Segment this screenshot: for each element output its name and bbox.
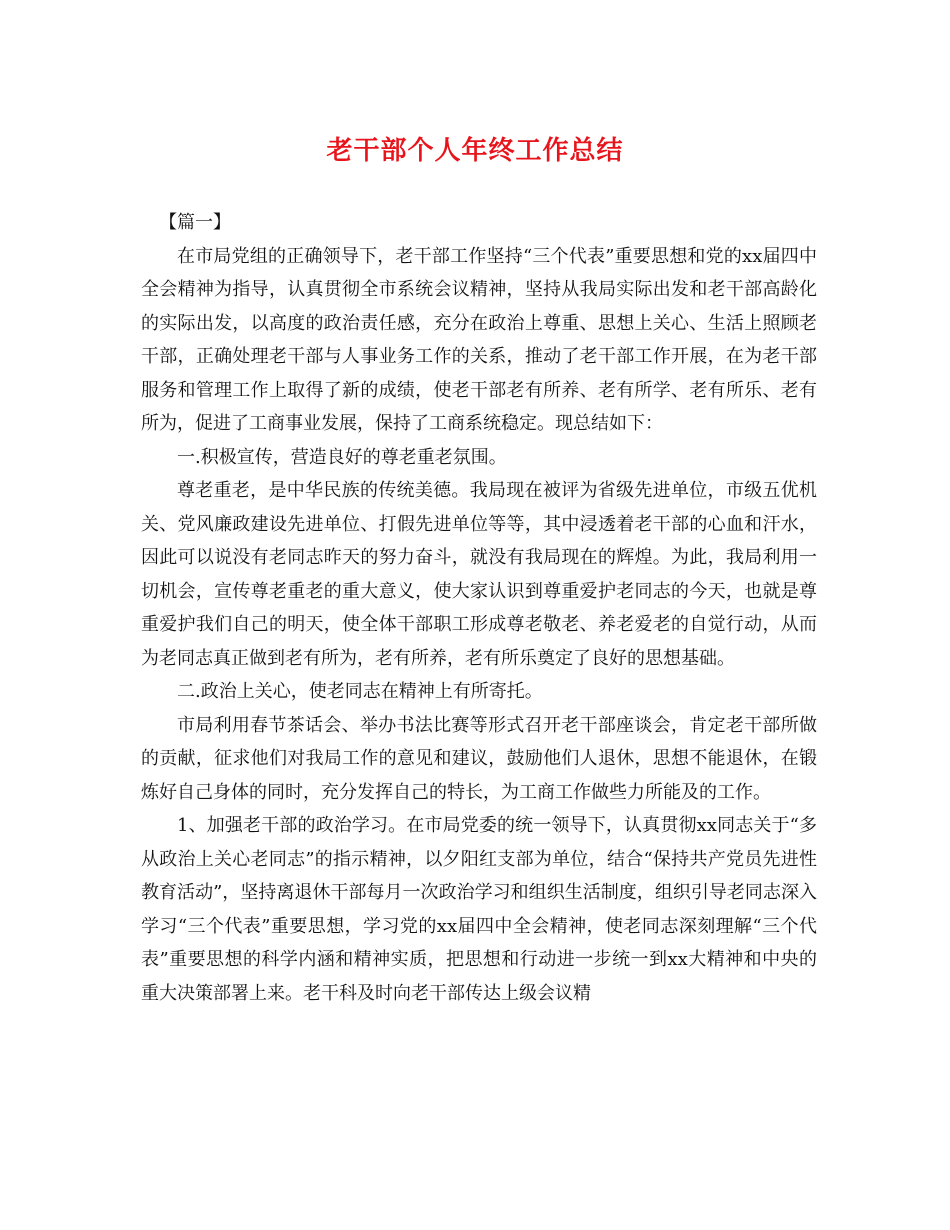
paragraph-section-two: 市局利用春节茶话会、举办书法比赛等形式召开老干部座谈会，肯定老干部所做的贡献，征求他们对我局工作的意见和建议，鼓励他们人退休，思想不能退休，在锻炼好自己身体的同时，充分发挥自己的特长，为工商工作做些力所能及的工作。	[141, 714, 817, 803]
paragraph-section-one: 尊老重老，是中华民族的传统美德。我局现在被评为省级先进单位，市级五优机关、党风廉政建设先进单位、打假先进单位等等，其中浸透着老干部的心血和汗水，因此可以说没有老同志昨天的努力奋斗，就没有我局现在的辉煌。为此，我局利用一切机会，宣传尊老重老的重大意义，使大家认识到尊重爱护老同志的今天，也就是尊重爱护我们自己的明天，使全体干部职工形成尊老敬老、养老爱老的自觉行动，从而为老同志真正做到老有所为，老有所养，老有所乐奠定了良好的思想基础。	[141, 480, 817, 669]
paragraph-intro: 在市局党组的正确领导下，老干部工作坚持“三个代表”重要思想和党的xx届四中全会精神为指导，认真贯彻全市系统会议精神，坚持从我局实际出发和老干部高龄化的实际出发，以高度的政治责任感，充分在政治上尊重、思想上关心、生活上照顾老干部，正确处理老干部与人事业务工作的关系，推动了老干部工作开展，在为老干部服务和管理工作上取得了新的成绩，使老干部老有所养、老有所学、老有所乐、老有所为，促进了工商事业发展，保持了工商系统稳定。现总结如下：	[141, 245, 817, 434]
paragraph-item-one: 1、加强老干部的政治学习。在市局党委的统一领导下，认真贯彻xx同志关于“多从政治上关心老同志”的指示精神，以夕阳红支部为单位，结合“保持共产党员先进性教育活动”，坚持离退休干部每月一次政治学习和组织生活制度，组织引导老同志深入学习“三个代表”重要思想，学习党的xx届四中全会精神，使老同志深刻理解“三个代表”重要思想的科学内涵和精神实质，把思想和行动进一步统一到xx大精神和中央的重大决策部署上来。老干科及时向老干部传达上级会议精	[141, 815, 817, 1004]
heading-section-one: 一.积极宣传，营造良好的尊老重老氛围。	[177, 446, 507, 468]
section-label: 【篇一】	[159, 212, 231, 233]
document-body	[141, 206, 817, 1010]
document-title: 老干部个人年终工作总结	[326, 136, 624, 166]
heading-section-two: 二.政治上关心，使老同志在精神上有所寄托。	[177, 681, 543, 702]
